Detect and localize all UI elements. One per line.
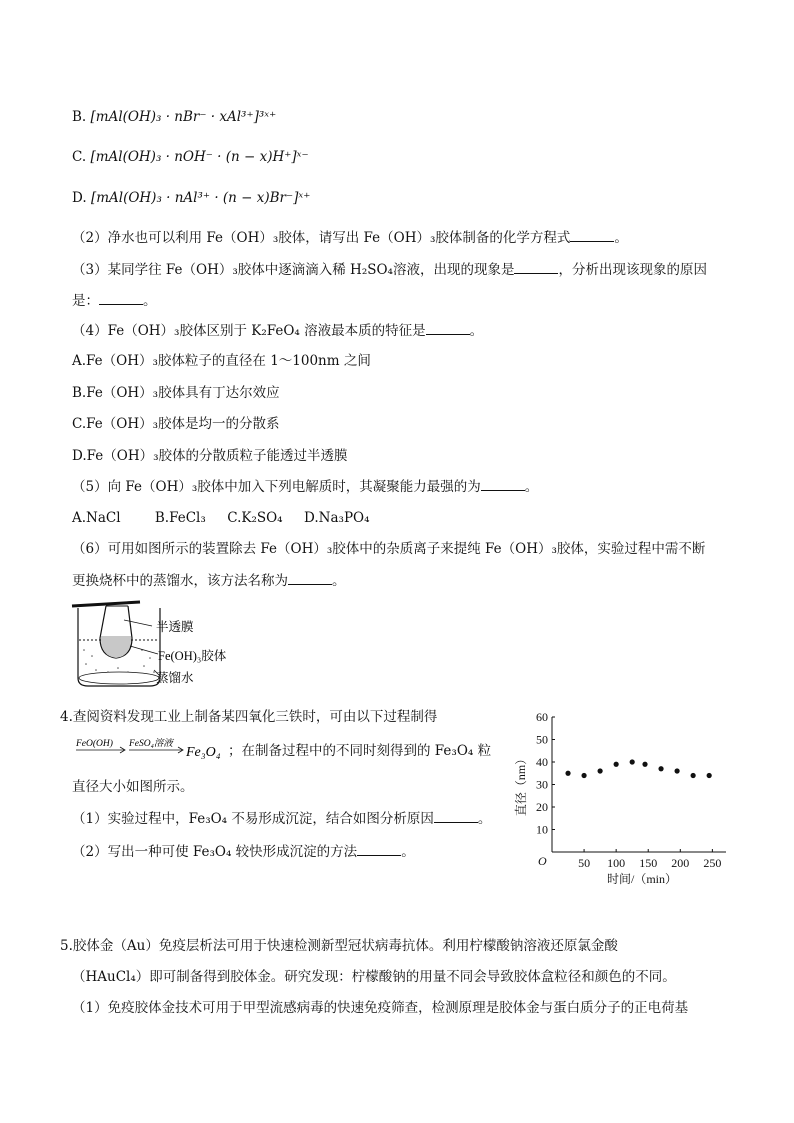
y-axis-label: 直径（nm）	[514, 752, 528, 817]
y-tick-label: 50	[536, 732, 548, 747]
answer-blank[interactable]	[570, 229, 614, 242]
arrow1-label: FeO(OH)	[76, 739, 113, 749]
leader-membrane	[124, 620, 152, 626]
question-6: （6）可用如图所示的装置除去 Fe（OH）₃胶体中的杂质离子来提纯 Fe（OH）₃胶体，实验过程中需不断	[72, 541, 706, 557]
data-point	[581, 773, 586, 778]
data-point	[691, 773, 696, 778]
question-4-text: （4）Fe（OH）₃胶体区别于 K₂FeO₄ 溶液最本质的特征是	[72, 323, 426, 339]
option-b-label: B.	[72, 109, 87, 125]
x-axis-label: 时间/（min）	[606, 872, 678, 886]
question-5-options: A.NaCl B.FeCl₃ C.K₂SO₄ D.Na₃PO₄	[72, 510, 370, 526]
question-4: （4）Fe（OH）₃胶体区别于 K₂FeO₄ 溶液最本质的特征是 。	[72, 323, 484, 339]
data-point	[630, 759, 635, 764]
question-3	[72, 261, 707, 279]
chart-ticks	[536, 710, 721, 870]
question-4-option-c: C.Fe（OH）₃胶体是均一的分散系	[72, 416, 280, 432]
question-2: （2）净水也可以利用 Fe（OH）₃胶体，请写出 Fe（OH）₃胶体制备的化学方程式 。	[72, 230, 628, 246]
leader-colloid	[130, 646, 158, 654]
y-tick-label: 20	[536, 800, 548, 814]
option-b	[72, 108, 276, 126]
chart-axes	[552, 717, 726, 852]
dialysis-figure	[68, 598, 258, 693]
question-3-text-b: ，分析出现该现象的原因	[558, 262, 707, 278]
y-tick-label: 30	[536, 777, 548, 792]
problem-4-title: 4.查阅资料发现工业上制备某四氧化三铁时，可由以下过程制得	[60, 709, 438, 725]
problem-4-q2: （2）写出一种可使 Fe₃O₄ 较快形成沉淀的方法 。	[72, 844, 415, 860]
problem-5-title: 5.胶体金（Au）免疫层析法可用于快速检测新型冠状病毒抗体。利用柠檬酸钠溶液还原氯金酸	[60, 938, 618, 954]
data-point	[565, 771, 570, 776]
problem-4-q1-text: （1）实验过程中，Fe₃O₄ 不易形成沉淀，结合如图分析原因	[72, 811, 434, 827]
label-colloid: Fe(OH)₃胶体	[158, 649, 227, 663]
option-b-formula: [mAl(OH)₃ · nBr⁻ · xAl³⁺]³ˣ⁺	[90, 109, 277, 125]
question-4-option-d: D.Fe（OH）₃胶体的分散质粒子能透过半透膜	[72, 448, 348, 464]
question-3-text-a: （3）某同学往 Fe（OH）₃胶体中逐滴滴入稀 H₂SO₄溶液，出现的现象是	[72, 262, 515, 278]
answer-blank[interactable]	[357, 843, 401, 856]
answer-blank[interactable]	[481, 478, 525, 491]
question-2-text: （2）净水也可以利用 Fe（OH）₃胶体，请写出 Fe（OH）₃胶体制备的化学方程式	[72, 230, 571, 246]
option-c-formula: [mAl(OH)₃ · nOH⁻ · (n − x)H⁺]ˣ⁻	[90, 149, 309, 165]
question-3-text-c: 是：	[72, 293, 99, 309]
answer-blank[interactable]	[426, 322, 470, 335]
data-point	[642, 762, 647, 767]
product-label: Fe₃O₄	[186, 745, 221, 760]
problem-4-text-2: ；在制备过程中的不同时刻得到的 Fe₃O₄ 粒	[228, 743, 492, 759]
x-tick-label: 200	[671, 856, 690, 870]
glass-rod	[72, 602, 140, 606]
data-point	[614, 762, 619, 767]
data-point	[674, 768, 679, 773]
answer-blank[interactable]	[514, 261, 558, 274]
x-tick-label: 250	[703, 856, 722, 870]
question-3-cont: 是： 。	[72, 293, 157, 309]
data-point	[707, 773, 712, 778]
y-tick-label: 40	[536, 755, 548, 769]
answer-blank[interactable]	[99, 292, 143, 305]
answer-blank[interactable]	[434, 810, 478, 823]
data-point	[598, 768, 603, 773]
answer-blank[interactable]	[288, 572, 332, 585]
x-tick-label: 150	[639, 856, 658, 870]
option-d-label: D.	[72, 190, 87, 206]
y-tick-label: 60	[536, 710, 548, 724]
data-point	[658, 766, 663, 771]
option-d-formula: [mAl(OH)₃ · nAl³⁺ · (n − x)Br⁻]ˣ⁺	[90, 190, 311, 206]
question-5-text: （5）向 Fe（OH）₃胶体中加入下列电解质时，其凝聚能力最强的为	[72, 479, 481, 495]
origin-label: O	[538, 854, 547, 868]
y-tick-label: 10	[536, 822, 548, 837]
question-5: （5）向 Fe（OH）₃胶体中加入下列电解质时，其凝聚能力最强的为 。	[72, 479, 539, 495]
chart-points	[565, 759, 711, 778]
particle-diameter-chart	[505, 705, 735, 895]
question-4-option-b: B.Fe（OH）₃胶体具有丁达尔效应	[72, 385, 280, 401]
option-c-label: C.	[72, 149, 87, 165]
question-4-option-a: A.Fe（OH）₃胶体粒子的直径在 1～100nm 之间	[72, 353, 371, 369]
process-arrows	[74, 732, 224, 764]
problem-5-q1: （1）免疫胶体金技术可用于甲型流感病毒的快速免疫筛查，检测原理是胶体金与蛋白质分子的正电荷基	[72, 1000, 689, 1016]
option-c	[72, 148, 309, 166]
label-membrane: 半透膜	[156, 620, 194, 634]
x-tick-label: 50	[578, 856, 591, 870]
label-water: 蒸馏水	[156, 671, 194, 685]
x-tick-label: 100	[607, 856, 626, 870]
colloid-fill	[101, 636, 131, 658]
option-d	[72, 189, 310, 207]
problem-4-text-3: 直径大小如图所示。	[72, 779, 194, 795]
question-6-cont: 更换烧杯中的蒸馏水，该方法名称为 。	[72, 573, 346, 589]
problem-4-q2-text: （2）写出一种可使 Fe₃O₄ 较快形成沉淀的方法	[72, 844, 358, 860]
problem-4-q1: （1）实验过程中，Fe₃O₄ 不易形成沉淀，结合如图分析原因 。	[72, 811, 492, 827]
question-6-text-b: 更换烧杯中的蒸馏水，该方法名称为	[72, 573, 288, 589]
beaker-bottom	[79, 672, 159, 684]
problem-5-text-2: （HAuCl₄）即可制备得到胶体金。研究发现：柠檬酸钠的用量不同会导致胶体盒粒径和颜色的不同。	[72, 969, 676, 985]
arrow2-label: FeSO₄溶液	[129, 739, 173, 749]
